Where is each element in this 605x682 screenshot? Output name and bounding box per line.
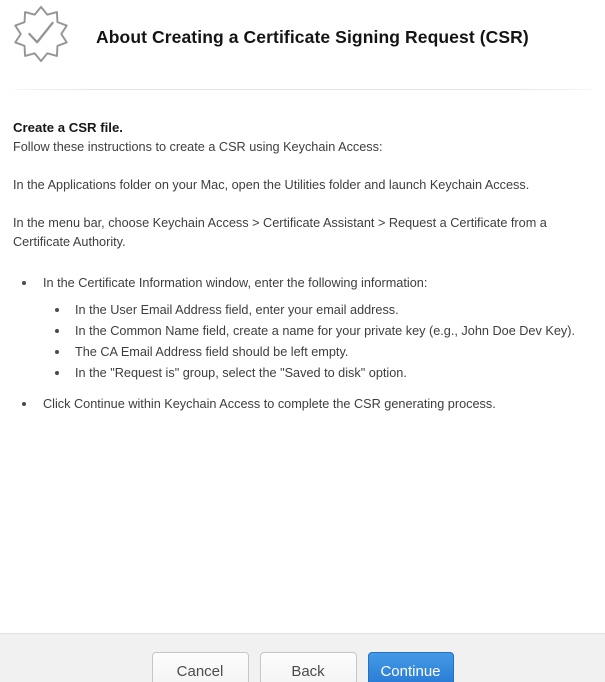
instruction-list xyxy=(13,274,585,414)
intro-text: Follow these instructions to create a CSR using Keychain Access: xyxy=(13,140,383,154)
footer-bar xyxy=(0,633,605,682)
list-item-text: In the Certificate Information window, enter the following information: xyxy=(43,276,428,290)
page-title: About Creating a Certificate Signing Request (CSR) xyxy=(96,27,529,47)
footer-buttons xyxy=(0,634,605,682)
paragraph-menu-bar: In the menu bar, choose Keychain Access > Certificate Assistant > Request a Certificate from a Certificate Authority. xyxy=(13,216,547,249)
list-item xyxy=(13,395,585,414)
list-item xyxy=(13,274,585,383)
sub-instruction-list xyxy=(43,301,585,383)
continue-button[interactable]: Continue xyxy=(368,652,454,682)
list-item-text: Click Continue within Keychain Access to complete the CSR generating process. xyxy=(43,397,496,411)
list-item: In the "Request is" group, select the "Saved to disk" option. xyxy=(43,364,585,383)
certificate-seal-icon xyxy=(12,4,70,64)
section-heading: Create a CSR file. xyxy=(13,120,123,135)
paragraph-applications-folder: In the Applications folder on your Mac, open the Utilities folder and launch Keychain Access. xyxy=(13,178,530,192)
back-button[interactable]: Back xyxy=(260,652,357,682)
list-item: The CA Email Address field should be left empty. xyxy=(43,343,585,362)
list-item: In the Common Name field, create a name for your private key (e.g., John Doe Dev Key). xyxy=(43,322,585,341)
instructions-content xyxy=(13,118,585,426)
cancel-button[interactable]: Cancel xyxy=(152,652,249,682)
header-divider xyxy=(15,89,591,90)
list-item: In the User Email Address field, enter your email address. xyxy=(43,301,585,320)
